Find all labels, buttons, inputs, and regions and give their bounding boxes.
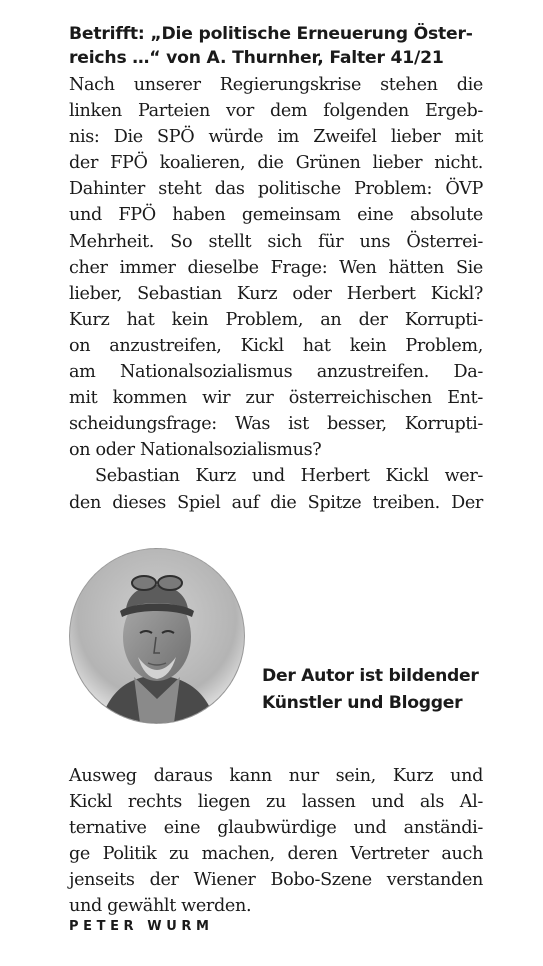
author-portrait-block [69,548,483,738]
text-line: linken Parteien vor dem folgenden Ergeb- [69,101,483,122]
text-line: Kurz hat kein Problem, an der Korrupti- [69,309,483,330]
text-line: on anzustreifen, Kickl hat kein Problem, [69,335,483,356]
letter-continuation [69,763,483,920]
text-line: Mehrheit. So stellt sich für uns Österrei- [69,231,483,252]
text-line: mit kommen wir zur österreichischen Ent- [69,388,483,409]
author-caption [262,663,479,717]
text-line: scheidungsfrage: Was ist besser, Korrupti- [69,414,483,435]
text-line: on oder Nationalsozialismus? [69,440,322,461]
paragraph-1 [69,72,483,463]
paragraph-2 [69,463,483,515]
text-line: Kickl rechts liegen zu lassen und als Al- [69,792,483,813]
paragraph-3 [69,763,483,920]
text-line: und gewählt werden. [69,896,252,917]
text-line: der FPÖ koalieren, die Grünen lieber nicht. [69,153,483,174]
text-line: jenseits der Wiener Bobo-Szene verstanden [69,870,483,891]
text-line: nis: Die SPÖ würde im Zweifel lieber mit [69,127,483,148]
text-line: Nach unserer Regierungskrise stehen die [69,75,483,95]
author-photo [69,548,245,724]
letter [69,22,483,516]
text-line: Dahinter steht das politische Problem: ÖVP [69,179,483,200]
text-line: den dieses Spiel auf die Spitze treiben. Der [69,492,483,513]
caption-line: Künstler und Blogger [262,693,463,713]
text-line: und FPÖ haben gemeinsam eine absolute [69,205,483,226]
text-line: Sebastian Kurz und Herbert Kickl wer- [95,466,483,487]
text-line: Ausweg daraus kann nur sein, Kurz und [69,766,483,786]
author-signature: PETER WURM [69,919,214,934]
subject-line: reichs …“ von A. Thurnher, Falter 41/21 [69,48,444,68]
letter-subject [69,22,483,70]
text-line: ge Politik zu machen, deren Vertreter auch [69,844,483,865]
text-line: ternative eine glaubwürdige und anständi- [69,818,483,839]
subject-line: Betrifft: „Die politische Erneuerung Öster- [69,24,473,44]
caption-line: Der Autor ist bildender [262,666,479,686]
text-line: am Nationalsozialismus anzustreifen. Da- [69,362,483,383]
author-photo-illustration [70,549,244,723]
text-line: cher immer dieselbe Frage: Wen hätten Sie [69,257,483,278]
text-line: lieber, Sebastian Kurz oder Herbert Kickl? [69,283,483,304]
